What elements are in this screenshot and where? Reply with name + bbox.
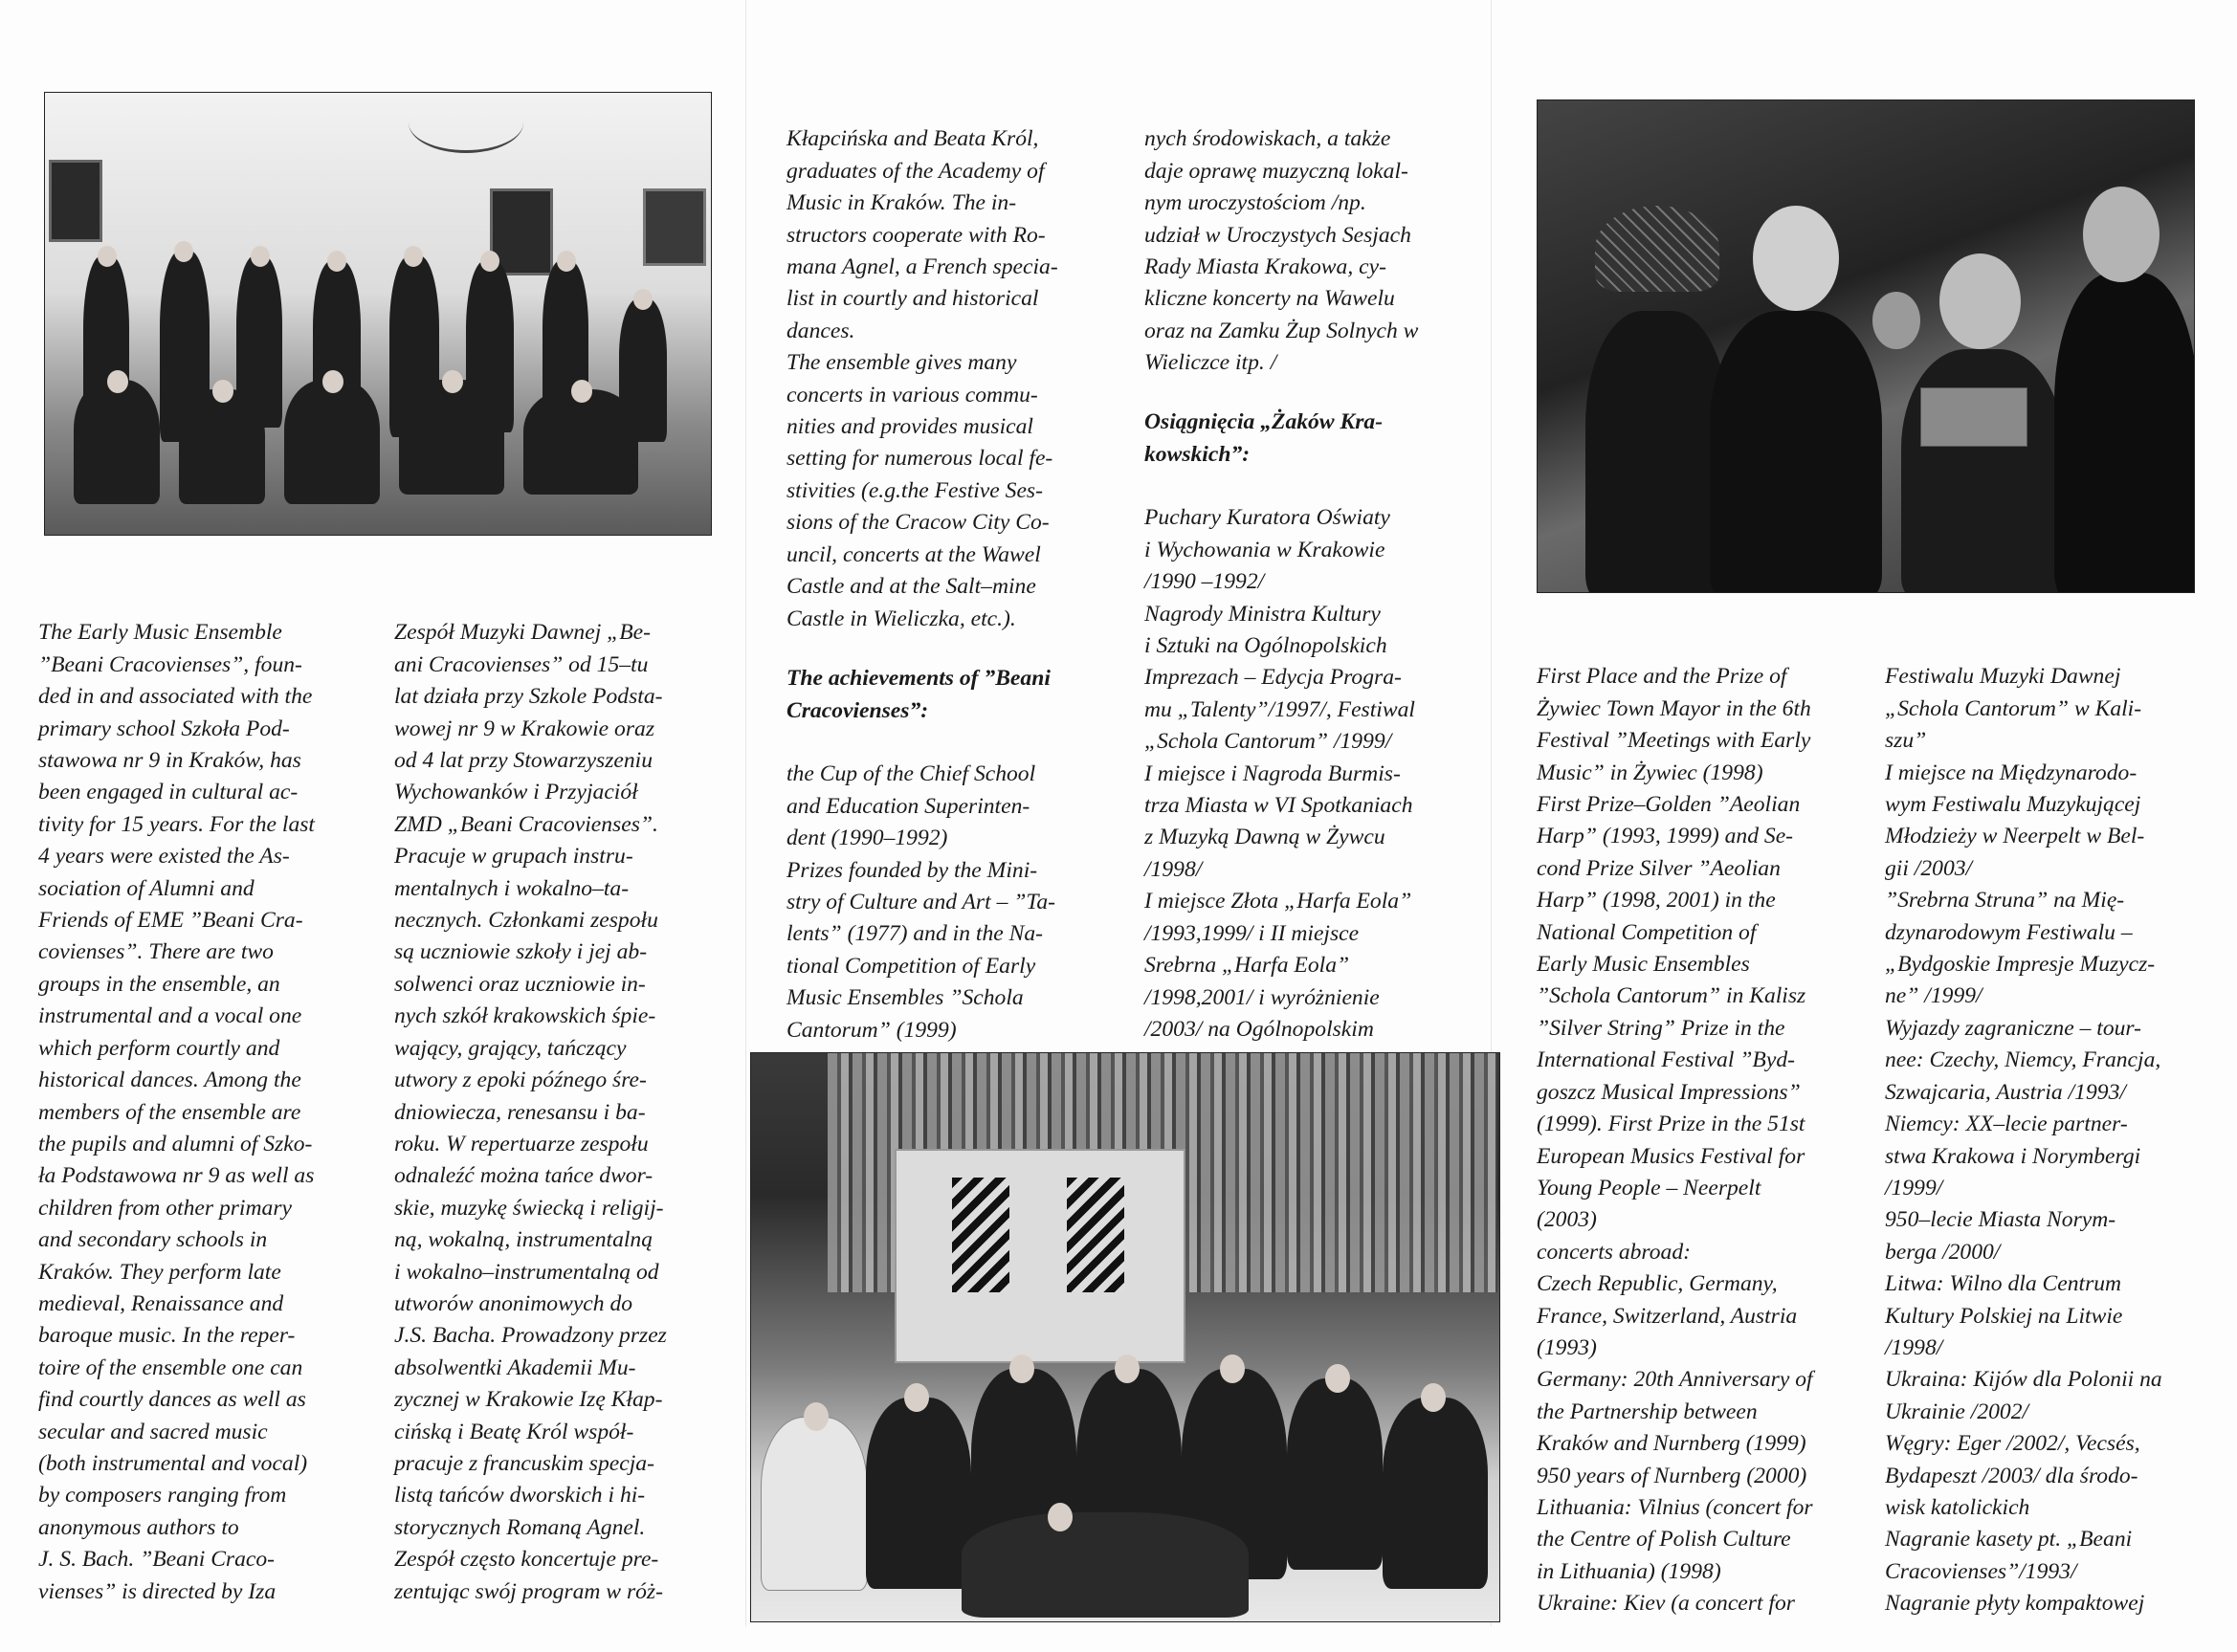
face: [1115, 1355, 1140, 1383]
english-awards-column: [1537, 629, 1856, 1652]
face: [174, 241, 193, 262]
organ-grille: [952, 1178, 1009, 1292]
face: [404, 246, 423, 267]
polish-achievements-column: [1144, 471, 1462, 1078]
polish-awards-text: Festiwalu Muzyki Dawnej „Schola Cantorum” w Kali- szu” I miejsce na Międzynarodo- wym Festiwalu Muzykującej Młodzieży w Neerpelt w Bel- gii /2003/ ”Srebrna Struna” na Mię- dzynarodowym Festiwalu – „Bydgoskie Impresje Muzycz- ne” /1999/ Wyjazdy zagraniczne – tour- nee: Czechy, Niemcy, Francja, Szwajcaria, Austria /1993/ Niemcy: XX–lecie partner- stwa Krakowa i Norymbergi /1999/ 950–lecie Miasta Norym- berga /2000/ Litwa: Wilno dla Centrum Kultury Polskiej na Litwie /1998/ Ukraina: Kijów dla Polonii na Ukrainie /2002/ Węgry: Eger /2002/, Vecsés, Bydapeszt /2003/ dla środo- wisk katolickich Nagranie kasety pt. „Beani Cracovienses”/1993/ Nagranie płyty kompaktowej: [1885, 664, 2162, 1617]
performer-figure: [1585, 311, 1729, 593]
performer-figure: [523, 389, 638, 495]
english-continuation-column: [786, 92, 1104, 667]
official-figure: [1710, 311, 1882, 593]
face: [1325, 1364, 1350, 1393]
polish-intro-column: [394, 585, 712, 1640]
english-achievements-column: [786, 727, 1104, 1078]
performer-figure: [866, 1398, 971, 1589]
polish-achievements-heading: Osiągnięcia „Żaków Kra- kowskich”:: [1144, 409, 1384, 467]
face: [107, 370, 128, 393]
official-figure: [2054, 273, 2195, 593]
face: [1048, 1503, 1073, 1531]
performer-figure: [761, 1417, 868, 1591]
face: [557, 251, 576, 272]
hat: [1595, 206, 1719, 292]
photo-award-ceremony: [1537, 99, 2195, 593]
performer-figure: [399, 380, 504, 495]
organ-grille: [1067, 1178, 1124, 1292]
landscape-painting: [643, 188, 706, 266]
face: [804, 1402, 829, 1431]
face: [633, 289, 653, 310]
english-achievements-heading: The achievements of ”Beani Cracovienses”:: [786, 666, 1051, 723]
face: [904, 1383, 929, 1412]
photo-ensemble-hall: [44, 92, 712, 536]
polish-continuation-text: nych środowiskach, a także daje oprawę muzyczną lokal- nym uroczystościom /np. udział w Uroczystych Sesjach Rady Miasta Krakowa, cy- kliczne koncerty na Wawelu oraz na Zamku Żup Solnych w Wieliczce itp. /: [1144, 126, 1419, 376]
face: [1009, 1355, 1034, 1383]
english-awards-text: First Place and the Prize of Żywiec Town Mayor in the 6th Festival ”Meetings with Early Music” in Żywiec (1998) First Prize–Golden ”Aeolian Harp” (1993, 1999) and Se- cond Prize Silver ”Aeolian Harp” (1998, 2001) in the National Competition of Early Music Ensembles ”Schola Cantorum” in Kalisz ”Silver String” Prize in the International Festival ”Byd- goszcz Musical Impressions” (1999). First Prize in the 51st European Musics Festival for Young People – Neerpelt (2003) concerts abroad: Czech Republic, Germany, France, Switzerland, Austria (1993) Germany: 20th Anniversary of the Partnership between Kraków and Nurnberg (1999) 950 years of Nurnberg (2000) Lithuania: Vilnius (concert for the Centre of Polish Culture in Lithuania) (1998) Ukraine: Kiev (a concert for: [1537, 664, 1813, 1617]
portrait-painting: [49, 160, 102, 242]
polish-intro-text: Zespół Muzyki Dawnej „Be- ani Cracovienses” od 15–tu lat działa przy Szkole Podsta- wowej nr 9 w Krakowie oraz od 4 lat przy Stowarzyszeniu Wychowanków i Przyjaciół ZMD „Beani Cracovienses”. Pracuje w grupach instru- mentalnych i wokalno–ta- necznych. Członkami zespołu są uczniowie szkoły i jej ab- solwenci oraz uczniowie in- nych szkół krakowskich śpie- wający, grający, tańczący utwory z epoki późnego śre- dniowiecza, renesansu i ba- roku. W repertuarze zespołu odnaleźć można tańce dwor- skie, muzykę świecką i religij- ną, wokalną, instrumentalną i wokalno–instrumentalną od utworów anonimowych do J.S. Bacha. Prowadzony przez absolwentki Akademii Mu- zycznej w Krakowie Izę Kłap- cińską i Beatę Król współ- pracuje z francuskim specja- listą tańców dworskich i hi- storycznych Romaną Agnel. Zespół często koncertuje pre- zentując swój program w róż-: [394, 620, 667, 1604]
english-continuation-text: Kłapcińska and Beata Król, graduates of the Academy of Music in Kraków. The in- structors cooperate with Ro- mana Agnel, a French specia- list in courtly and historical dances. The ensemble gives many concerts in various commu- nities and provides musical setting for numerous local fe- stivities (e.g.the Festive Ses- sions of the Cracow City Co- uncil, concerts at the Wawel Castle and at the Salt–mine Castle in Wieliczka, etc.).: [786, 126, 1058, 631]
performer-figure: [1383, 1398, 1488, 1589]
face: [1872, 292, 1920, 349]
organ-front: [895, 1149, 1185, 1363]
chandelier-icon: [409, 93, 523, 153]
polish-continuation-column: [1144, 92, 1462, 411]
photo-concert-hall: [750, 1052, 1500, 1622]
performer-figure: [284, 380, 380, 504]
performer-figure: [179, 389, 265, 504]
polish-achievements-text: Puchary Kuratora Oświaty i Wychowania w Krakowie /1990 –1992/ Nagrody Ministra Kultury i Sztuki na Ogólnopolskich Imprezach – Edycja Progra- mu „Talenty”/1997/, Festiwal „Schola Cantorum” /1999/ I miejsce i Nagroda Burmis- trza Miasta w VI Spotkaniach z Muzyką Dawną w Żywcu /1998/ I miejsce Złota „Harfa Eola” /1993,1999/ i II miejsce Srebrna „Harfa Eola” /1998,2001/ i wyróżnienie /2003/ na Ogólnopolskim: [1144, 505, 1415, 1042]
face: [1421, 1383, 1446, 1412]
performer-figure: [1287, 1378, 1383, 1570]
english-intro-column: [38, 585, 356, 1640]
polish-awards-column: [1885, 629, 2201, 1652]
face: [1753, 206, 1839, 311]
performer-figure: [74, 380, 160, 504]
face: [571, 380, 592, 403]
performer-figure: [962, 1512, 1249, 1618]
face: [1220, 1355, 1245, 1383]
performer-figure: [1901, 349, 2064, 593]
page-fold-left: [745, 0, 746, 1626]
face: [98, 246, 117, 267]
face: [212, 380, 233, 403]
gift-box: [1920, 387, 2027, 447]
face: [1939, 253, 2021, 349]
face: [480, 251, 499, 272]
face: [322, 370, 343, 393]
face: [2083, 187, 2159, 282]
face: [442, 370, 463, 393]
english-intro-text: The Early Music Ensemble ”Beani Cracovienses”, foun- ded in and associated with the primary school Szkoła Pod- stawowa nr 9 in Kraków, has been engaged in cultural ac- tivity for 15 years. For the last 4 years were existed the As- sociation of Alumni and Friends of EME ”Beani Cra- covienses”. There are two groups in the ensemble, an instrumental and a vocal one which perform courtly and historical dances. Among the members of the ensemble are the pupils and alumni of Szko- ła Podstawowa nr 9 as well as children from other primary and secondary schools in Kraków. They perform late medieval, Renaissance and baroque music. In the reper- toire of the ensemble one can find courtly dances as well as secular and sacred music (both instrumental and vocal) by composers ranging from anonymous authors to J. S. Bach. ”Beani Craco- vienses” is directed by Iza: [38, 620, 315, 1604]
face: [251, 246, 270, 267]
english-achievements-text: the Cup of the Chief School and Education Superinten- dent (1990–1992) Prizes founded by the Mini- stry of Culture and Art – ”Ta- lents” (1977) and in the Na- tional Competition of Early Music Ensembles ”Schola Cantorum” (1999): [786, 761, 1055, 1043]
face: [327, 251, 346, 272]
